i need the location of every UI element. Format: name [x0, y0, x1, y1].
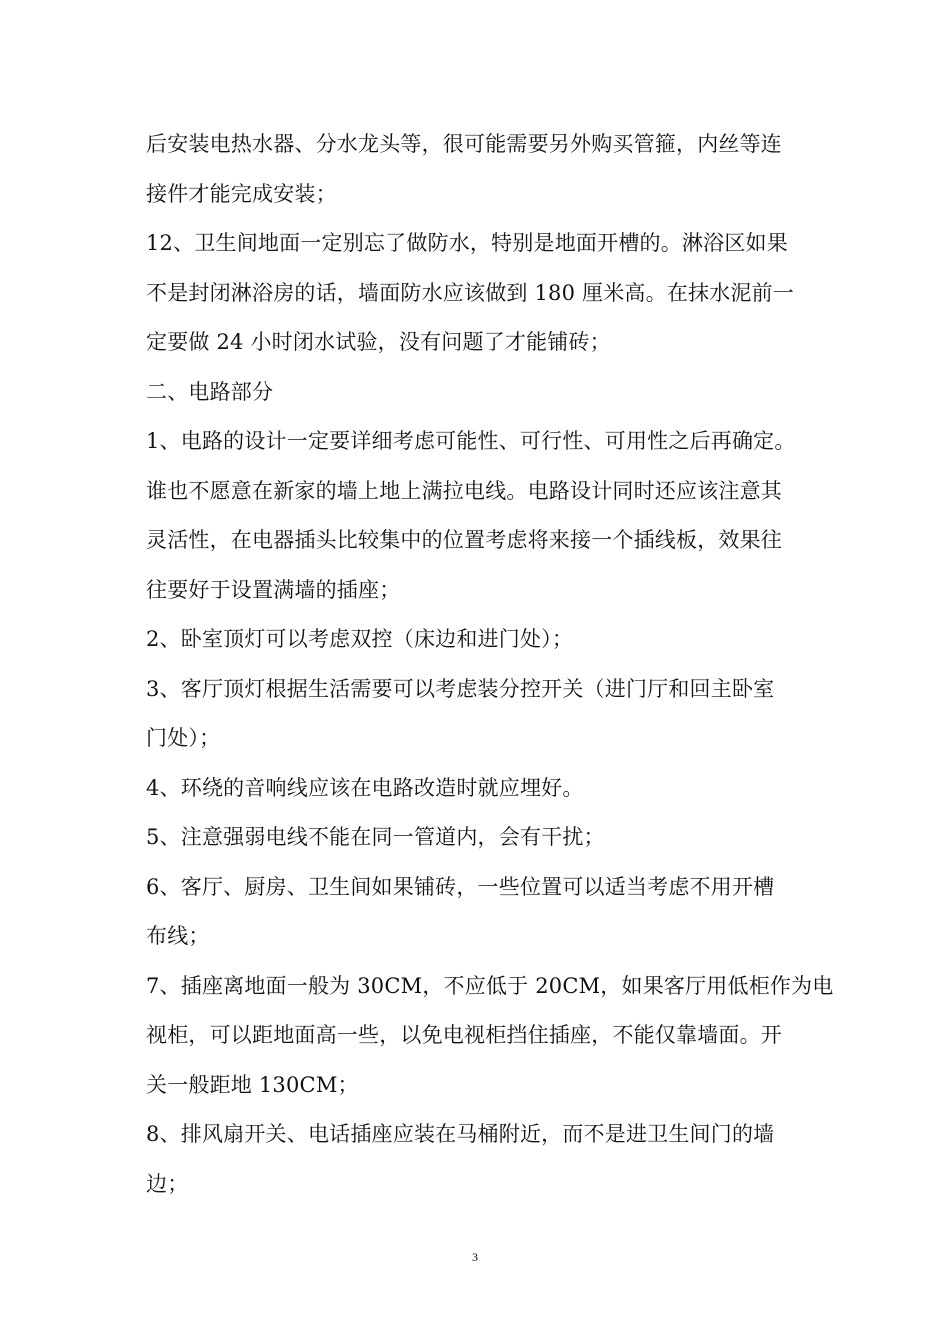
text-line: 门处）；	[146, 726, 221, 750]
text-line: 不是封闭淋浴房的话，墙面防水应该做到 180 厘米高。在抹水泥前一	[146, 280, 795, 305]
text-line: 12、卫生间地面一定别忘了做防水，特别是地面开槽的。淋浴区如果	[146, 231, 788, 255]
text-line: 后安装电热水器、分水龙头等，很可能需要另外购买管箍，内丝等连	[146, 132, 782, 156]
text-line: 5、注意强弱电线不能在同一管道内，会有干扰；	[146, 825, 605, 849]
text-line: 定要做 24 小时闭水试验，没有问题了才能铺砖；	[146, 330, 611, 354]
text-line: 往要好于设置满墙的插座；	[146, 577, 401, 602]
text-line: 接件才能完成安装；	[146, 181, 337, 206]
body-text	[146, 120, 834, 1209]
page-number: 3	[472, 1250, 478, 1264]
text-line: 谁也不愿意在新家的墙上地上满拉电线。电路设计同时还应该注意其	[146, 478, 782, 503]
text-line: 4、环绕的音响线应该在电路改造时就应埋好。	[146, 775, 584, 800]
text-line: 1、电路的设计一定要详细考虑可能性、可行性、可用性之后再确定。	[146, 429, 796, 453]
text-line: 2、卧室顶灯可以考虑双控（床边和进门处）；	[146, 627, 574, 651]
text-line: 布线；	[146, 924, 210, 948]
text-line: 3、客厅顶灯根据生活需要可以考虑装分控开关（进门厅和回主卧室	[146, 676, 775, 701]
text-line: 8、排风扇开关、电话插座应装在马桶附近，而不是进卫生间门的墙	[146, 1122, 775, 1146]
section-heading: 二、电路部分	[146, 379, 274, 404]
text-line: 灵活性，在电器插头比较集中的位置考虑将来接一个插线板，效果往	[146, 528, 782, 552]
text-line: 边；	[146, 1171, 189, 1196]
text-line: 视柜，可以距地面高一些，以免电视柜挡住插座，不能仅靠墙面。开	[146, 1023, 782, 1047]
text-line: 7、插座离地面一般为 30CM，不应低于 20CM，如果客厅用低柜作为电	[146, 973, 834, 998]
text-line: 6、客厅、厨房、卫生间如果铺砖，一些位置可以适当考虑不用开槽	[146, 874, 775, 899]
text-line: 关一般距地 130CM；	[146, 1072, 359, 1097]
